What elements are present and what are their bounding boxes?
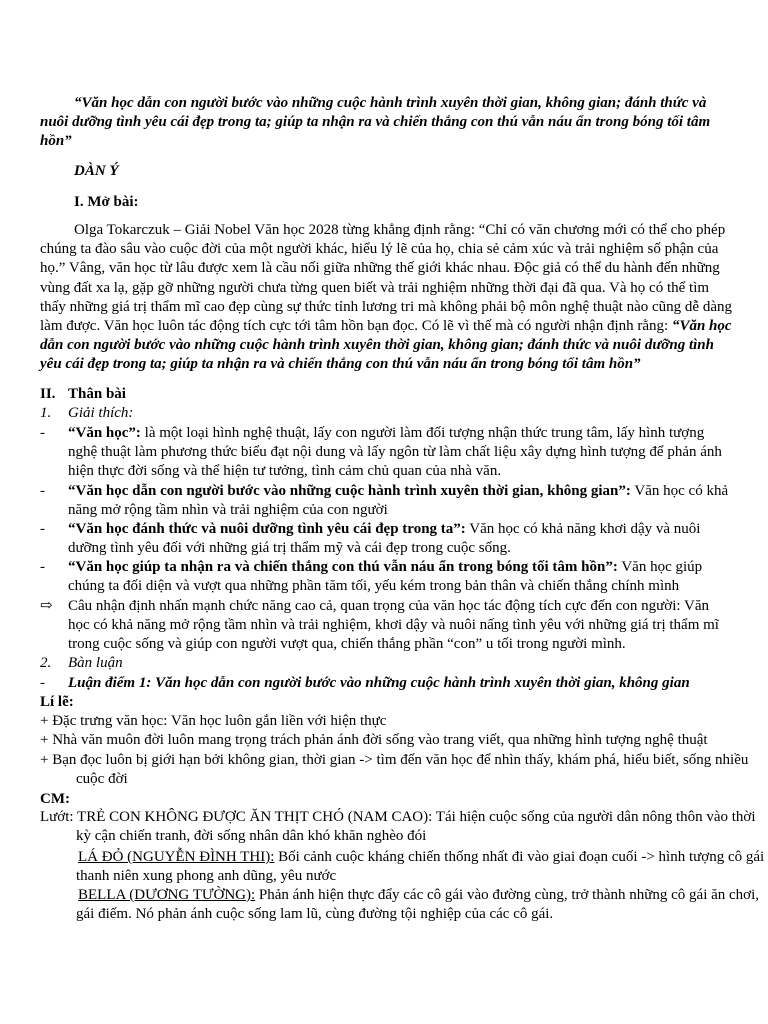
luan-diem-1-text: Luận điểm 1: Văn học dẫn con người bước vào những cuộc hành trình xuyên thời gian, không gian: [68, 675, 690, 691]
definition-item: [40, 520, 733, 558]
giai-thich-title: Giải thích:: [68, 405, 134, 421]
bullet-marker: -: [40, 559, 45, 575]
cm-work-title: BELLA (DƯƠNG TƯỜNG):: [78, 887, 256, 903]
mo-bai-text: Olga Tokarczuk – Giải Nobel Văn học 2028 từng khẳng định rằng: “Chỉ có văn chương mới có thể cho phép chúng ta đào sâu vào cuộc đời của một người khác, hiểu lý lẽ của họ, chia sẻ cảm xúc và trải nghiệm số phận của họ.” Vâng, văn học từ lâu được xem là cầu nối giữa những thế giới khác nhau. Độc giả có thể du hành đến những vùng đất xa lạ, gặp gỡ những người chưa từng quen biết và trải nghiệm những thời đại đã qua. Và họ có thể tìm thấy những giá trị thẩm mĩ cao đẹp cùng sự thức tỉnh lương tri mà không phải bộ môn nghệ thuật nào cũng dễ dàng làm được. Văn học luôn tác động tích cực tới tâm hồn bạn đọc. Có lẽ vì thế mà có người nhận định rằng:: [40, 222, 732, 335]
arrow-icon: ⇨: [40, 598, 53, 614]
li-le-heading: Lí lẽ:: [40, 694, 74, 710]
definition-text: là một loại hình nghệ thuật, lấy con người làm đối tượng nhận thức trung tâm, lấy hình tượng nghệ thuật làm phương thức biểu đạt nội dung và lấy ngôn từ làm chất liệu xây dựng hình tượng để phản ánh hiện thực đời sống và thể hiện tư tưởng, tình cảm chủ quan của nhà văn.: [68, 425, 722, 480]
cm-item: [40, 808, 768, 846]
cm-item: [40, 886, 768, 924]
giai-thich-heading: [40, 404, 733, 423]
li-le-item: + Đặc trưng văn học: Văn học luôn gắn liền với hiện thực: [40, 713, 387, 729]
dan-y-heading: DÀN Ý: [74, 163, 119, 179]
conclusion-item: [40, 597, 733, 655]
mo-bai-paragraph: [40, 221, 733, 375]
cm-work-title: LÁ ĐỎ (NGUYỄN ĐÌNH THI):: [78, 849, 275, 865]
li-le-item: + Nhà văn muôn đời luôn mang trọng trách phản ánh đời sống vào trang viết, qua những hình tượng nghệ thuật: [40, 732, 708, 748]
ban-luan-number: 2.: [40, 655, 52, 671]
bullet-marker: -: [40, 425, 45, 441]
cm-text: Tái hiện cuộc sống của người dân nông thôn vào thời kỳ cận chiến tranh, đời sống nhân dân khó khăn nghèo đói: [76, 809, 756, 845]
definition-item: [40, 482, 733, 520]
cm-heading: CM:: [40, 791, 70, 807]
cm-text: Bối cảnh cuộc kháng chiến thống nhất đi vào giai đoạn cuối -> hình tượng cô gái thanh niên xung phong anh dũng, yêu nước: [76, 849, 765, 885]
definition-text: Văn học có khả năng khơi dậy và nuôi dưỡng tình yêu đối với những giá trị thẩm mỹ và cái đẹp trong cuộc sống.: [68, 521, 701, 557]
bullet-marker: -: [40, 675, 45, 691]
definition-term: “Văn học dẫn con người bước vào những cuộc hành trình xuyên thời gian, không gian”:: [68, 483, 631, 499]
definition-term: “Văn học giúp ta nhận ra và chiến thắng con thú vẫn náu ẩn trong bóng tối tâm hồn”:: [68, 559, 618, 575]
conclusion-text: Câu nhận định nhấn mạnh chức năng cao cả, quan trọng của văn học tác động tích cực đến con người: Văn học có khả năng mở rộng tầm nhìn và trải nghiệm, khơi dậy và nuôi nấng tình yêu với những giá trị thẩm mĩ trong cuộc sống và giúp con người vượt qua, chiến thắng phần “con” u tối trong người mình.: [68, 598, 719, 653]
title-quote: “Văn học dẫn con người bước vào những cuộc hành trình xuyên thời gian, không gian; đánh thức và nuôi dưỡng tình yêu cái đẹp trong ta; giúp ta nhận ra và chiến thắng con thú vẫn náu ẩn trong bóng tối tâm hồn”: [40, 95, 711, 150]
than-bai-title: Thân bài: [68, 386, 126, 402]
li-le-item: + Bạn đọc luôn bị giới hạn bởi không gian, thời gian -> tìm đến văn học để nhìn thấy, khám phá, hiểu biết, sống nhiều cuộc đời: [40, 752, 749, 788]
cm-prefix: Lướt:: [40, 809, 78, 825]
bullet-marker: -: [40, 521, 45, 537]
definition-item: [40, 424, 733, 482]
luan-diem-1: [40, 674, 733, 693]
ban-luan-title: Bàn luận: [68, 655, 123, 671]
mo-bai-quote: “Văn học dẫn con người bước vào những cuộc hành trình xuyên thời gian, không gian; đánh thức và nuôi dưỡng tình yêu cái đẹp trong ta; giúp ta nhận ra và chiến thắng con thú vẫn náu ẩn trong bóng tối tâm hồn”: [40, 318, 732, 373]
ban-luan-heading: [40, 654, 733, 673]
mo-bai-heading: I. Mở bài:: [74, 194, 139, 210]
definition-text: Văn học có khả năng mở rộng tầm nhìn và trải nghiệm của con người: [68, 483, 729, 519]
than-bai-heading: [40, 385, 733, 404]
definition-term: “Văn học”:: [68, 425, 141, 441]
than-bai-number: II.: [40, 386, 56, 402]
cm-work-title: TRẺ CON KHÔNG ĐƯỢC ĂN THỊT CHÓ (NAM CAO):: [77, 809, 433, 825]
bullet-marker: -: [40, 483, 45, 499]
definition-term: “Văn học đánh thức và nuôi dưỡng tình yêu cái đẹp trong ta”:: [68, 521, 466, 537]
giai-thich-number: 1.: [40, 405, 52, 421]
definition-item: [40, 558, 733, 596]
definition-text: Văn học giúp chúng ta đối diện và vượt qua những phần tăm tối, yếu kém trong bản thân và chiến thắng chính mình: [68, 559, 703, 595]
cm-text: Phản ánh hiện thực đẩy các cô gái vào đường cùng, trở thành những cô gái ăn chơi, gái điếm. Nó phản ánh cuộc sống lam lũ, cùng đường tội nghiệp của các cô gái.: [76, 887, 760, 923]
cm-item: [40, 848, 768, 886]
